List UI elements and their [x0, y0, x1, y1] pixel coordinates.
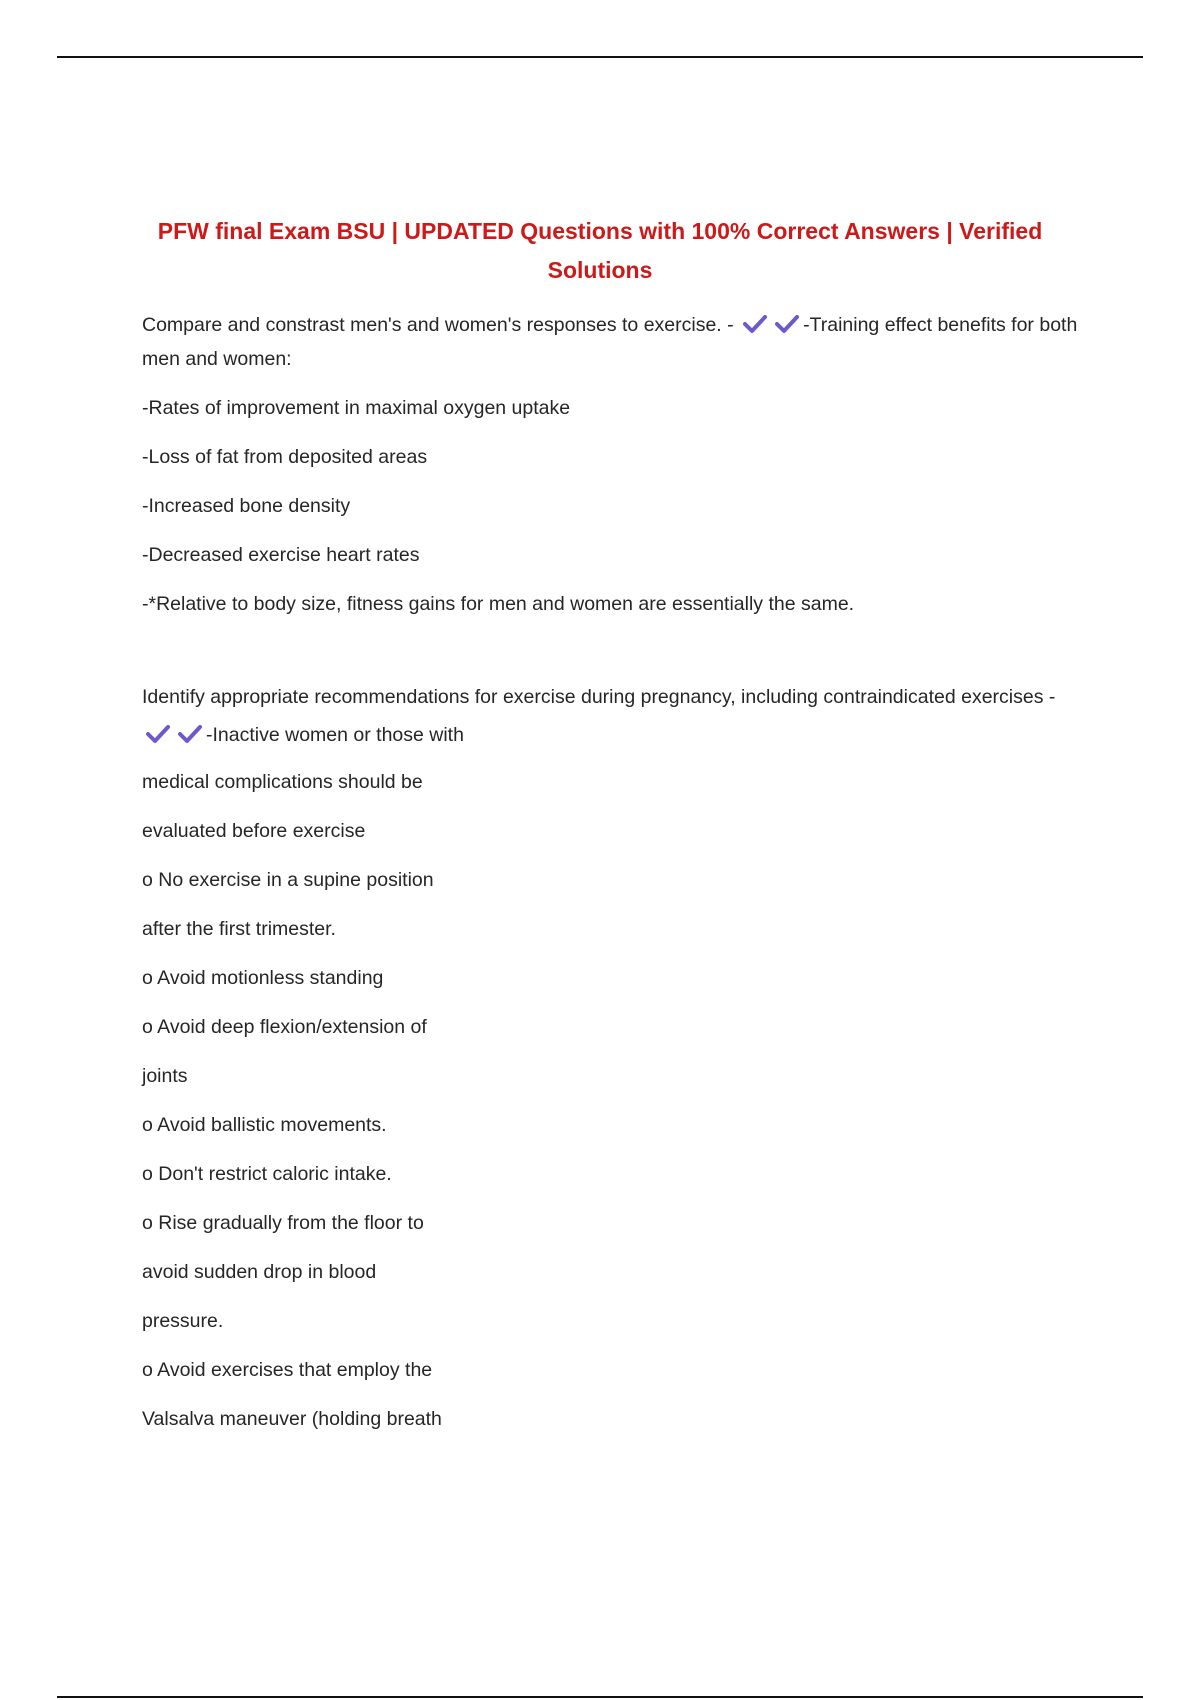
checkmark-icon: [742, 314, 768, 334]
answer-2-line: o Avoid exercises that employ the: [142, 1359, 433, 1381]
document-body: [142, 308, 1082, 1451]
answer-2-line: o Avoid motionless standing: [142, 967, 384, 989]
answer-2-lead: -Inactive women or those with: [206, 724, 464, 746]
top-divider: [57, 56, 1143, 58]
checkmark-icon: [145, 724, 171, 744]
document-title: PFW final Exam BSU | UPDATED Questions with 100% Correct Answers | Verified Solutions: [157, 218, 1043, 283]
answer-2-line: Valsalva maneuver (holding breath: [142, 1408, 442, 1430]
checkmark-icon: [177, 724, 203, 744]
answer-1-line: -Loss of fat from deposited areas: [142, 446, 428, 468]
answer-2-line: o Avoid deep flexion/extension of: [142, 1016, 427, 1038]
question-1: [142, 308, 1082, 376]
answer-2-line: o No exercise in a supine position: [142, 869, 434, 891]
question-2: [142, 678, 1082, 754]
answer-1-line: -Increased bone density: [142, 495, 351, 517]
answer-2-line: joints: [142, 1065, 188, 1087]
answer-1-line: -Rates of improvement in maximal oxygen uptake: [142, 397, 571, 419]
checkmark-icon: [774, 314, 800, 334]
answer-2-line: pressure.: [142, 1310, 224, 1332]
bottom-divider: [57, 1696, 1143, 1698]
answer-2-line: after the first trimester.: [142, 918, 336, 940]
question-1-text: Compare and constrast men's and women's responses to exercise. -: [142, 314, 734, 336]
answer-2-line: o Avoid ballistic movements.: [142, 1114, 387, 1136]
answer-1-lead: -Training effect benefits for both men and women:: [142, 314, 1078, 370]
section-gap: [142, 621, 1082, 678]
answer-2-line: o Don't restrict caloric intake.: [142, 1163, 392, 1185]
answer-1-line: -Decreased exercise heart rates: [142, 544, 420, 566]
answer-1-line: -*Relative to body size, fitness gains for men and women are essentially the same.: [142, 593, 855, 615]
answer-2-line: o Rise gradually from the floor to: [142, 1212, 424, 1234]
answer-2-line: avoid sudden drop in blood: [142, 1261, 377, 1283]
answer-2-line: evaluated before exercise: [142, 820, 366, 842]
answer-2-line: medical complications should be: [142, 771, 423, 793]
question-2-text: Identify appropriate recommendations for exercise during pregnancy, including contraindicated exercises -: [142, 686, 1056, 708]
